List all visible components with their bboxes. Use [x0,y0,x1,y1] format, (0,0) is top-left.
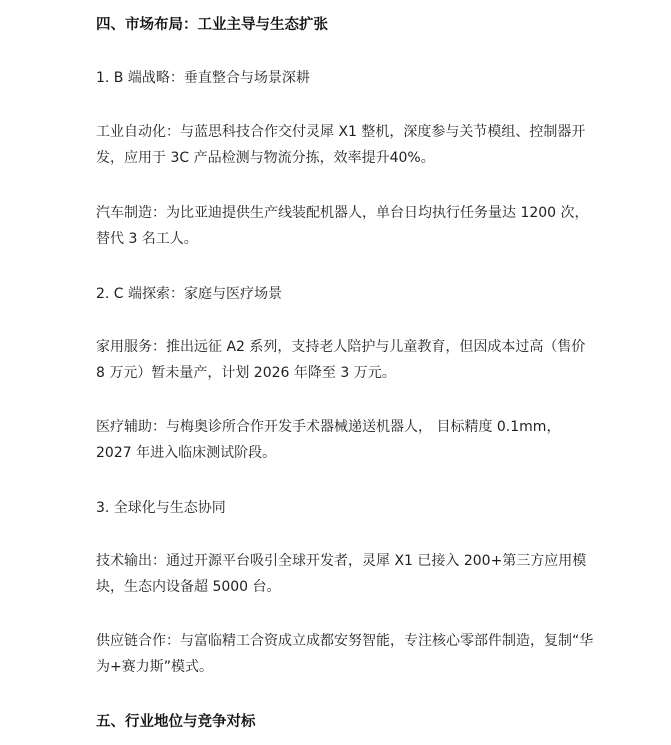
home-service-paragraph: 家用服务：推出远征 A2 系列，支持老人陪护与儿童教育，但因成本过高（售价 8 万元）暂未量产，计划 2026 年降至 3 万元。 [96,339,586,381]
c-end-subtitle: 2. C 端探索：家庭与医疗场景 [96,286,283,302]
auto-manufacturing-paragraph: 汽车制造：为比亚迪提供生产线装配机器人，单台日均执行任务量达 1200 次，替代 3 名工人。 [96,205,589,247]
section-5-title: 五、行业地位与竞争对标 [96,714,256,730]
supply-chain-paragraph: 供应链合作：与富临精工合资成立成都安努智能，专注核心零部件制造，复制“华为+赛力斯”模式。 [96,633,594,675]
medical-assist-paragraph: 医疗辅助：与梅奥诊所合作开发手术器械递送机器人， 目标精度 0.1mm，2027 年进入临床测试阶段。 [96,419,561,461]
section-4-title: 四、市场布局：工业主导与生态扩张 [96,17,328,33]
b-end-subtitle: 1. B 端战略：垂直整合与场景深耕 [96,70,310,86]
industrial-automation-paragraph: 工业自动化：与蓝思科技合作交付灵犀 X1 整机，深度参与关节模组、控制器开发，应用于 3C 产品检测与物流分拣，效率提升40%。 [96,124,586,166]
globalization-subtitle: 3. 全球化与生态协同 [96,500,226,516]
tech-output-paragraph: 技术输出：通过开源平台吸引全球开发者，灵犀 X1 已接入 200+第三方应用模块，生态内设备超 5000 台。 [96,553,587,595]
